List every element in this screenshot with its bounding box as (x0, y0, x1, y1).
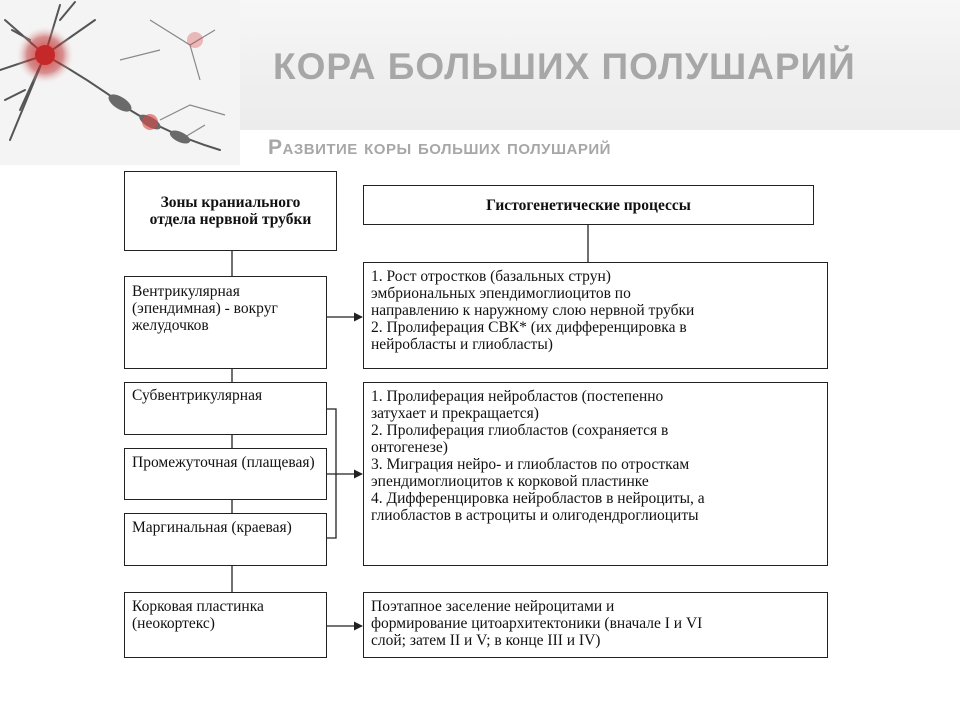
process-ventricular-line: направлению к наружному слою нервной трубки (371, 302, 695, 319)
zone-marginal-label: Маргинальная (краевая) (132, 519, 292, 536)
zones-header-text: Зоны краниального отдела нервной трубки (149, 194, 312, 228)
zone-cortical-box (124, 592, 327, 658)
process-ventricular-line: 2. Пролиферация СВК* (их дифференцировка в (371, 319, 687, 336)
process-cortical-line: формирование цитоархитектоники (вначале I и VI (371, 615, 703, 632)
zone-intermediate-label: Промежуточная (плащевая) (132, 454, 315, 471)
zone-ventricular-box (124, 276, 327, 369)
zones-header-box (124, 171, 337, 251)
zone-marginal-box (124, 513, 327, 566)
process-ventricular-line: эмбриональных эпендимоглиоцитов по (371, 285, 631, 302)
process-ventricular-line: нейробласты и глиобласты) (371, 336, 553, 353)
process-cortical-line: слой; затем II и V; в конце III и IV) (371, 632, 601, 649)
page-subtitle: Развитие коры больших полушарий (268, 136, 611, 159)
zone-intermediate-box (124, 448, 327, 500)
processes-header-box (363, 185, 814, 225)
process-ventricular-line: 1. Рост отростков (базальных струн) (371, 268, 611, 285)
process-middle-line: 3. Миграция нейро- и глиобластов по отросткам (371, 456, 690, 473)
zone-subventricular-box (124, 382, 327, 435)
zone-cortical-label: Корковая пластинка (неокортекс) (132, 598, 264, 632)
process-middle-line: 4. Дифференцировка нейробластов в нейроциты, а (371, 490, 705, 507)
process-cortical-box (363, 592, 828, 658)
process-middle-box (363, 382, 828, 566)
process-middle-line: 1. Пролиферация нейробластов (постепенно (371, 388, 664, 405)
process-middle-line: глиобластов в астроциты и олигодендроглиоциты (371, 507, 699, 524)
page-title: КОРА БОЛЬШИХ ПОЛУШАРИЙ (273, 46, 856, 87)
processes-header-text: Гистогенетические процессы (486, 196, 691, 214)
zone-ventricular-label: Вентрикулярная (эпендимная) - вокруг желудочков (132, 283, 278, 334)
process-cortical-line: Поэтапное заселение нейроцитами и (371, 598, 615, 615)
process-middle-line: затухает и прекращается) (371, 405, 539, 422)
process-ventricular-box (363, 262, 828, 369)
process-middle-line: 2. Пролиферация глиобластов (сохраняется в (371, 422, 669, 439)
process-middle-line: эпендимоглиоцитов к корковой пластинке (371, 473, 649, 490)
zone-subventricular-label: Субвентрикулярная (132, 387, 263, 404)
process-middle-line: онтогенезе) (371, 439, 448, 456)
